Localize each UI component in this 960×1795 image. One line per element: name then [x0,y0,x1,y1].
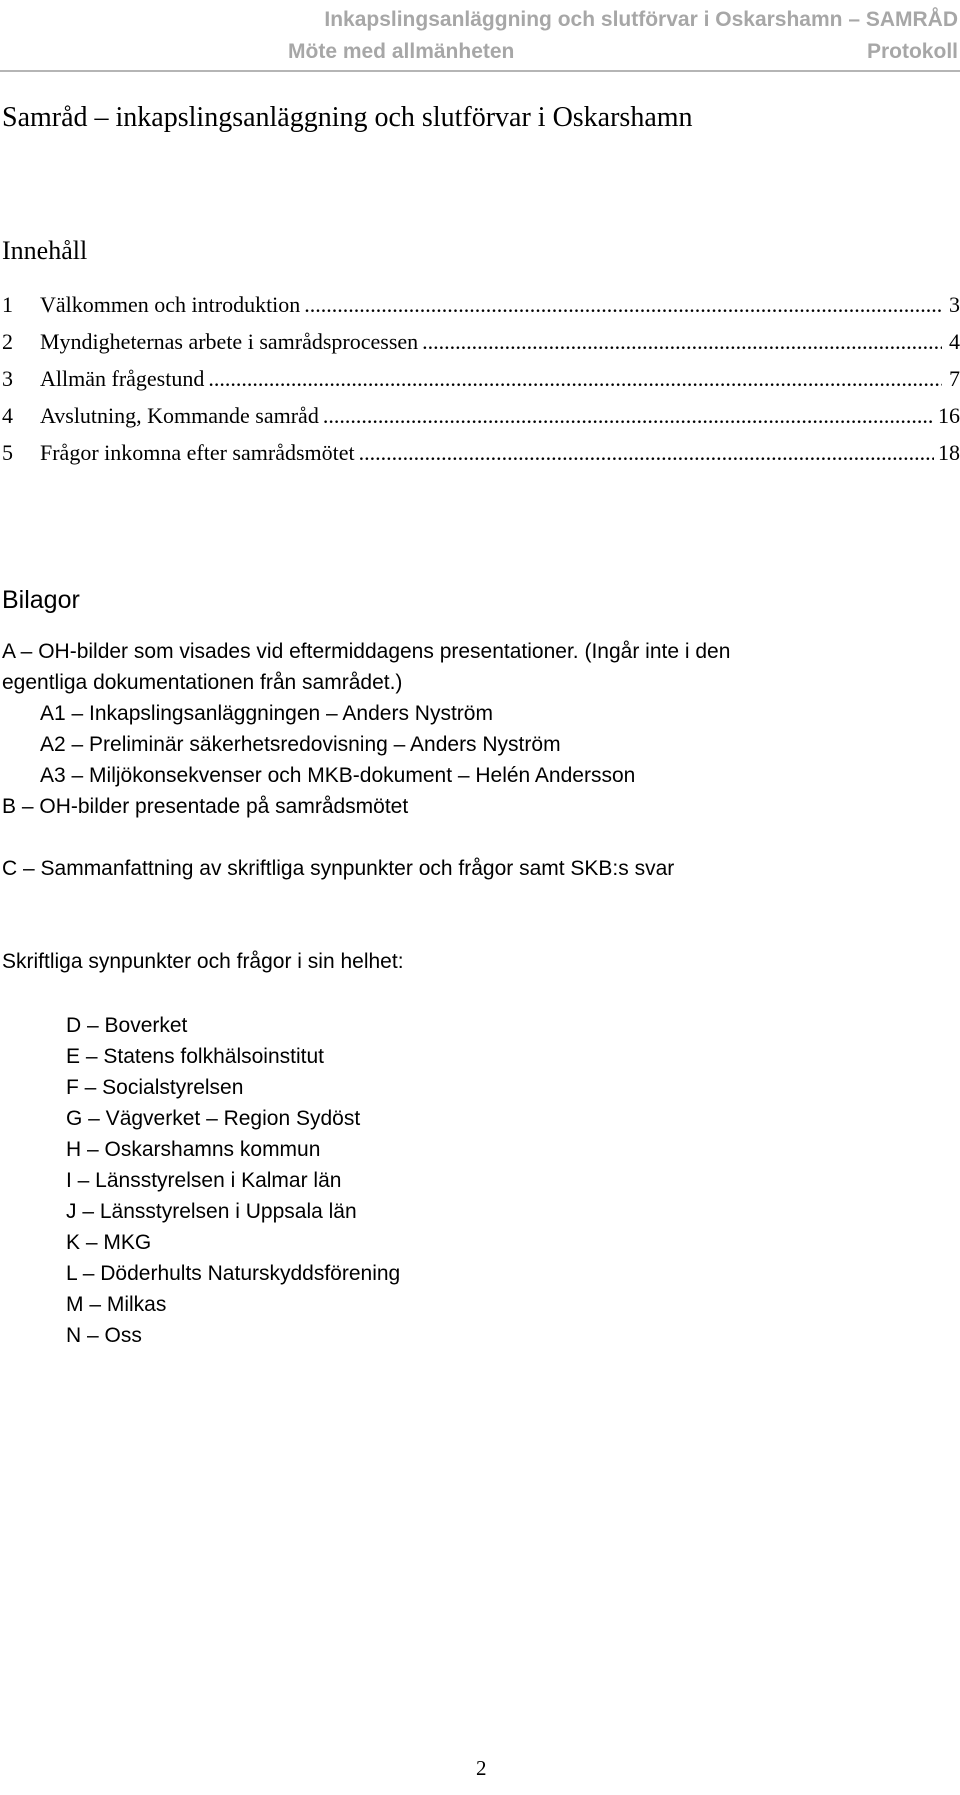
header-title: Inkapslingsanläggning och slutförvar i Oskarshamn – SAMRÅD [324,8,958,31]
submission-item: G – Vägverket – Region Sydöst [66,1107,361,1130]
toc-entry[interactable] [2,440,960,477]
toc-title: Myndigheternas arbete i samrådsprocessen [40,329,419,354]
submission-item: H – Oskarshamns kommun [66,1138,321,1161]
toc-title: Avslutning, Kommande samråd [40,403,319,428]
written-submissions-list [66,1010,400,1351]
header-meeting: Möte med allmänheten [288,40,515,63]
appendix-a-subitem: A2 – Preliminär säkerhetsredovisning – Anders Nyström [40,733,561,756]
submission-item: K – MKG [66,1231,152,1254]
toc-entry[interactable] [2,366,960,403]
page-header [288,4,958,68]
toc-leader [304,292,942,318]
submission-item: J – Länsstyrelsen i Uppsala län [66,1200,357,1223]
appendix-a-subitem: A1 – Inkapslingsanläggningen – Anders Nyström [40,702,493,725]
header-doc-type: Protokoll [866,40,958,63]
appendix-b: B – OH-bilder presentade på samrådsmötet [2,795,409,818]
submission-item: N – Oss [66,1324,142,1347]
toc-page: 16 [938,403,960,428]
submission-item: F – Socialstyrelsen [66,1076,244,1099]
document-title: Samråd – inkapslingsanläggning och slutförvar i Oskarshamn [2,102,693,133]
appendix-a-subitem: A3 – Miljökonsekvenser och MKB-dokument – Helén Andersson [40,764,636,787]
toc-entry[interactable] [2,292,960,329]
table-of-contents [2,292,960,477]
submission-item: I – Länsstyrelsen i Kalmar län [66,1169,342,1192]
toc-number: 2 [2,329,13,354]
submission-item: E – Statens folkhälsoinstitut [66,1045,324,1068]
toc-number: 5 [2,440,13,465]
toc-page: 7 [949,366,960,391]
contents-heading: Innehåll [2,236,88,265]
toc-page: 4 [949,329,960,354]
toc-page: 3 [949,292,960,317]
appendix-a-sublist [40,698,635,791]
toc-title: Allmän frågestund [40,366,205,391]
appendix-c: C – Sammanfattning av skriftliga synpunkter och frågor samt SKB:s svar [2,857,675,880]
toc-entry[interactable] [2,403,960,440]
appendix-a-line2: egentliga dokumentationen från samrådet.) [2,671,403,694]
toc-leader [208,366,942,392]
toc-title: Välkommen och introduktion [40,292,301,317]
toc-page: 18 [938,440,960,465]
header-divider [0,70,960,72]
toc-title: Frågor inkomna efter samrådsmötet [40,440,355,465]
toc-leader [359,440,934,466]
submission-item: D – Boverket [66,1014,188,1037]
toc-leader [422,329,942,355]
toc-number: 1 [2,292,13,317]
written-heading: Skriftliga synpunkter och frågor i sin helhet: [2,950,404,973]
appendix-a-line1: A – OH-bilder som visades vid eftermiddagens presentationer. (Ingår inte i den [2,640,731,663]
toc-number: 4 [2,403,13,428]
toc-entry[interactable] [2,329,960,366]
submission-item: L – Döderhults Naturskyddsförening [66,1262,401,1285]
toc-leader [323,403,934,429]
page-number: 2 [476,1756,487,1780]
appendices-heading: Bilagor [2,586,80,614]
appendix-a [2,636,730,698]
toc-number: 3 [2,366,13,391]
submission-item: M – Milkas [66,1293,167,1316]
